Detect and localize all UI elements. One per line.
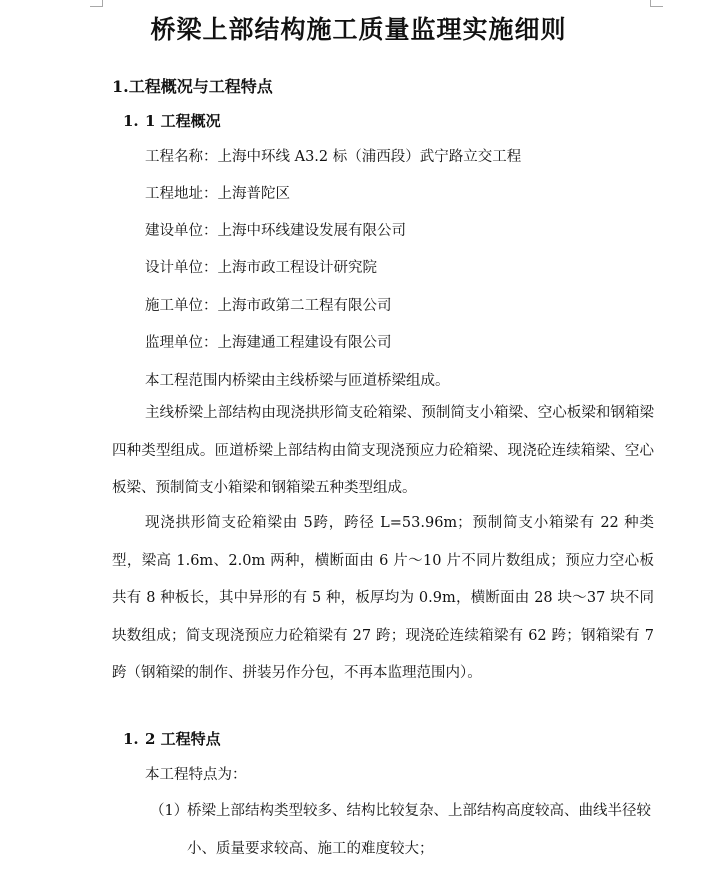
- info-value: 上海市政第二工程有限公司: [217, 298, 392, 314]
- info-line-project-name: [145, 145, 521, 166]
- subsection-title: 2 工程特点: [145, 730, 221, 748]
- info-line-address: [145, 182, 290, 203]
- section-heading: 1.工程概况与工程特点: [112, 77, 273, 96]
- document-title: 桥梁上部结构施工质量监理实施细则: [150, 15, 567, 44]
- info-value: 上海建通工程建设有限公司: [217, 335, 392, 351]
- info-value: 上海市政工程设计研究院: [217, 260, 377, 276]
- info-label: 工程名称：: [145, 149, 218, 165]
- info-label: 建设单位：: [145, 223, 218, 239]
- info-value: 上海普陀区: [217, 186, 290, 202]
- subsection-heading-features: [123, 728, 221, 749]
- subsection-title: 1 工程概况: [145, 112, 221, 130]
- list-item-marker: （1）: [150, 803, 189, 819]
- info-label: 监理单位：: [145, 335, 218, 351]
- info-label: 施工单位：: [145, 298, 218, 314]
- info-value: 上海中环线建设发展有限公司: [217, 223, 406, 239]
- subsection-heading-overview: [123, 110, 221, 131]
- scope-line: 本工程范围内桥梁由主线桥梁与匝道桥梁组成。: [145, 373, 450, 389]
- list-item: [150, 793, 655, 868]
- page-corner-mark-right: [650, 0, 663, 7]
- subsection-number: 1.: [123, 112, 139, 130]
- features-intro: 本工程特点为：: [145, 767, 247, 783]
- subsection-number: 1.: [123, 730, 139, 748]
- info-label: 设计单位：: [145, 260, 218, 276]
- info-line-contractor: [145, 294, 392, 315]
- page-corner-mark-left: [90, 0, 103, 7]
- info-line-supervisor: [145, 331, 392, 352]
- info-label: 工程地址：: [145, 186, 218, 202]
- info-line-designer: [145, 256, 377, 277]
- list-item-text: 桥梁上部结构类型较多、结构比较复杂、上部结构高度较高、曲线半径较小、质量要求较高、施工的难度较大；: [187, 803, 651, 857]
- paragraph-bridge-details: 现浇拱形简支砼箱梁由 5跨，跨径 L=53.96m；预制简支小箱梁有 22 种类型，梁高 1.6m、2.0m 两种，横断面由 6 片～10 片不同片数组成；预应力空心板共有 8 种板长，其中异形的有 5 种，板厚均为 0.9m，横断面由 28 块～37 块不同块数组成；简支现浇预应力砼箱梁有 27 跨；现浇砼连续箱梁有 62 跨；钢箱梁有 7 跨（钢箱梁的制作、拼装另作分包，不再本监理范围内）。: [112, 515, 654, 681]
- info-value: 上海中环线 A3.2 标（浦西段）武宁路立交工程: [217, 149, 522, 165]
- info-line-owner: [145, 219, 406, 240]
- paragraph-bridge-types: 主线桥梁上部结构由现浇拱形简支砼箱梁、预制简支小箱梁、空心板梁和钢箱梁四种类型组成。匝道桥梁上部结构由简支现浇预应力砼箱梁、现浇砼连续箱梁、空心板梁、预制简支小箱梁和钢箱梁五种类型组成。: [112, 405, 654, 496]
